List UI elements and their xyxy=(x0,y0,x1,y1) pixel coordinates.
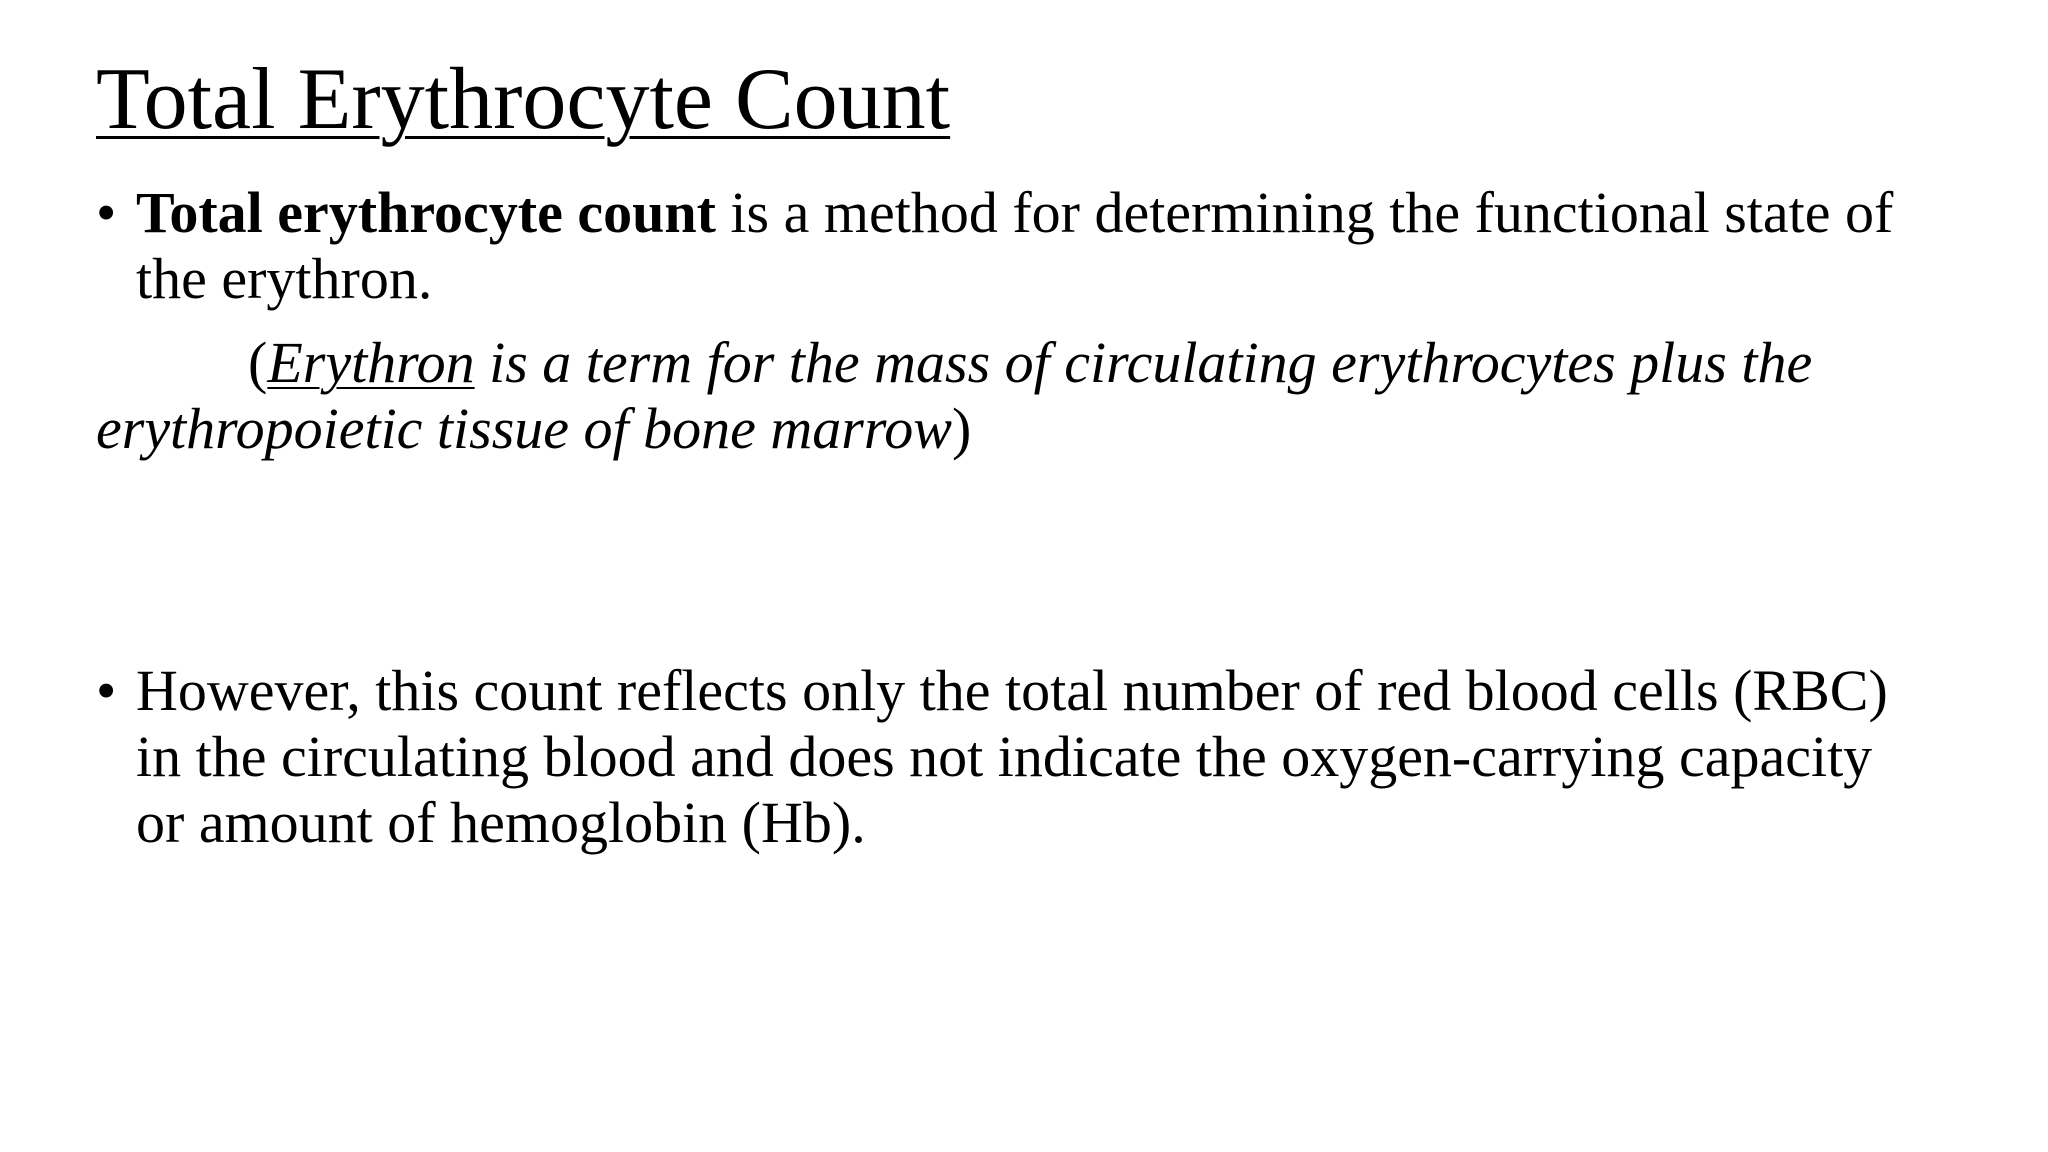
bullet-text: However, this count reflects only the total number of red blood cells (RBC) in the circulating blood and does not indicate the oxygen-carrying capacity or amount of hemoglobin (Hb). xyxy=(136,658,1888,855)
note-term: Erythron xyxy=(267,330,475,395)
erythron-note xyxy=(96,330,1926,462)
bullet-bold-lead: Total erythrocyte count xyxy=(136,180,716,245)
note-open-paren: ( xyxy=(248,330,268,395)
bullet-dot: • xyxy=(96,658,117,723)
bullet-dot: • xyxy=(96,180,117,245)
slide-title: Total Erythrocyte Count xyxy=(96,51,951,148)
bullet-text: is a method for determining the functional state of the erythron. xyxy=(136,180,1894,311)
note-definition: is a term for the mass of circulating erythrocytes plus the erythropoietic tissue of bone marrow xyxy=(96,330,1813,461)
bullet-item-limitation xyxy=(96,658,1926,856)
note-close-paren: ) xyxy=(951,396,972,461)
bullet-item-definition xyxy=(96,180,1926,312)
